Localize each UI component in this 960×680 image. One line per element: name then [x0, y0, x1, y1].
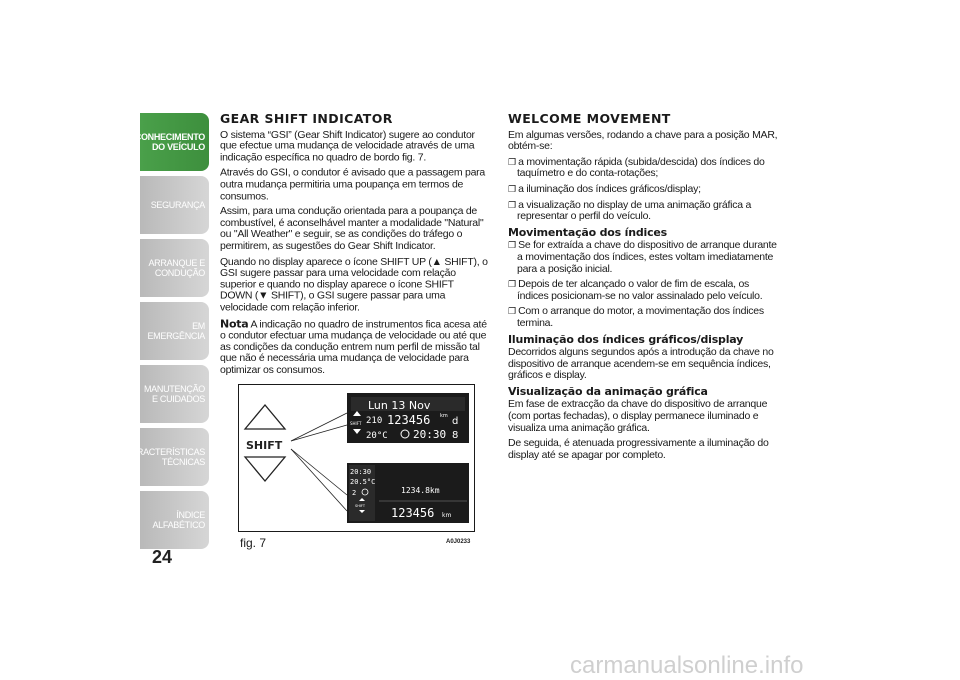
checkbox-bullet-icon: ❐ [508, 183, 519, 194]
paragraph: Quando no display aparece o ícone SHIFT UP (▲ SHIFT), o GSI sugere passar para uma velocidade com relação superior e quando no display aparece o ícone SHIFT DOWN (▼ SHIFT), o GSI sugere passar para uma velocidade com relação inferior. [220, 255, 488, 314]
paragraph: O sistema “GSI” (Gear Shift Indicator) sugere ao condutor que efectue uma mudança de velocidade através de uma indicação específica no quadro de bordo fig. 7. [220, 128, 475, 164]
list-item: ❐ a visualização no display de uma animação gráfica a representar o perfil do veículo. [508, 198, 752, 223]
right-column [508, 113, 783, 465]
section-heading: GEAR SHIFT INDICATOR [220, 111, 393, 126]
section-heading: WELCOME MOVEMENT [508, 111, 671, 126]
display-odometer: 123456 [387, 413, 431, 427]
display-bottom-gear: 2 [352, 489, 357, 497]
paragraph: Decorridos alguns segundos após a introdução da chave no dispositivo de arranque acendem-se em sequência índices, gráficos e display. [508, 346, 774, 382]
paragraph: Através do GSI, o condutor é avisado que a passagem para outra mudança permitiria uma poupança em termos de consumos. [220, 166, 486, 202]
tab-indice-alfabetico[interactable]: ÍNDICE ALFABÉTICO [140, 491, 209, 549]
shift-label: SHIFT [246, 439, 283, 452]
page-number: 24 [152, 547, 173, 567]
figure-gsi-display [238, 384, 475, 532]
display-odometer-unit: km [440, 413, 448, 419]
left-column [220, 113, 488, 380]
watermark: carmanualsonline.info [570, 652, 804, 679]
display-gear-d: d [452, 416, 459, 427]
checkbox-bullet-icon: ❐ [508, 279, 519, 290]
note-paragraph: Nota A indicação no quadro de instrumentos fica acesa até o condutor efectuar uma mudança de velocidade ou até que as condições da condução entrem num perfil de missão tal que não é necessária uma mudança de velocidade para optimizar os consumos. [220, 316, 487, 376]
display-bottom-shift: SHIFT [355, 504, 365, 508]
display-top [347, 393, 469, 443]
figure-code: A0J0233 [446, 539, 471, 545]
display-bottom-temp: 20.5°C [350, 478, 376, 486]
list-item: ❐ a iluminação dos índices gráficos/display; [508, 182, 701, 195]
list-item: ❐ Depois de ter alcançado o valor de fim de escala, os índices posicionam-se no valor assinalado pelo veículo. [508, 278, 763, 302]
paragraph: De seguida, é atenuada progressivamente a iluminação do display até se apagar por completo. [508, 437, 769, 461]
display-bottom-odometer-unit: km [442, 512, 452, 519]
arrow-up-icon: ▲ [431, 255, 442, 268]
checkbox-bullet-icon: ❐ [508, 240, 519, 251]
paragraph: Em algumas versões, rodando a chave para a posição MAR, obtém-se: [508, 128, 778, 153]
tab-arranque-e-conducao[interactable]: ARRANQUE E CONDUÇÃO [140, 239, 209, 297]
tab-caracteristicas-tecnicas[interactable]: CARACTERÍSTICAS TÉCNICAS [140, 428, 209, 486]
checkbox-bullet-icon: ❐ [508, 199, 519, 210]
checkbox-bullet-icon: ❐ [508, 306, 519, 317]
display-gear-8: 8 [452, 430, 459, 441]
list-item: ❐ Se for extraída a chave do dispositivo de arranque durante a movimentação dos índices, estes voltam imediatamente para a posição inicial. [508, 239, 777, 275]
display-trip: 210 [366, 416, 383, 426]
subheading: Visualização da animação gráfica [508, 384, 708, 398]
leader-lines [291, 413, 347, 511]
subheading: Movimentação dos índices [508, 225, 667, 239]
display-bottom-time: 20:30 [350, 468, 372, 476]
paragraph: Em fase de extracção da chave do dispositivo de arranque (com portas fechadas), o display permanece iluminado e visualiza uma animação gráfica. [508, 398, 768, 434]
tab-manutencao-e-cuidados[interactable]: MANUTENÇÃO E CUIDADOS [140, 365, 209, 423]
note-label: Nota [220, 316, 249, 330]
display-shift-text: SHIFT [350, 421, 362, 426]
tab-seguranca[interactable]: SEGURANÇA [140, 176, 209, 234]
display-trip-km: 1234.8km [401, 486, 440, 495]
subheading: Iluminação dos índices gráficos/display [508, 332, 744, 346]
checkbox-bullet-icon: ❐ [508, 156, 519, 167]
tab-conhecimento-do-veiculo[interactable]: CONHECIMENTO DO VEÍCULO [140, 113, 209, 171]
instrument-display-illustration [239, 385, 474, 531]
display-time: 20:30 [413, 428, 447, 441]
list-item: ❐ Com o arranque do motor, a movimentação dos índices termina. [508, 305, 764, 329]
display-date: Lun 13 Nov [368, 399, 431, 412]
list-item: ❐ a movimentação rápida (subida/descida) dos índices do taquímetro e do conta-rotações; [508, 155, 765, 180]
display-temperature: 20°C [366, 431, 388, 441]
paragraph: Assim, para uma condução orientada para a poupança de combustível, é aconselhável manter a modalidade "Natural" ou "All Weather" e seguir, se as condições do tráfego o permitirem, as sugestões do Gear Shift Indicator. [220, 205, 484, 252]
tab-em-emergencia[interactable]: EM EMERGÊNCIA [140, 302, 209, 360]
arrow-down-icon: ▼ [258, 289, 269, 302]
display-bottom-odometer: 123456 [391, 506, 435, 520]
display-bottom [347, 463, 469, 523]
figure-caption: fig. 7 [240, 536, 267, 550]
